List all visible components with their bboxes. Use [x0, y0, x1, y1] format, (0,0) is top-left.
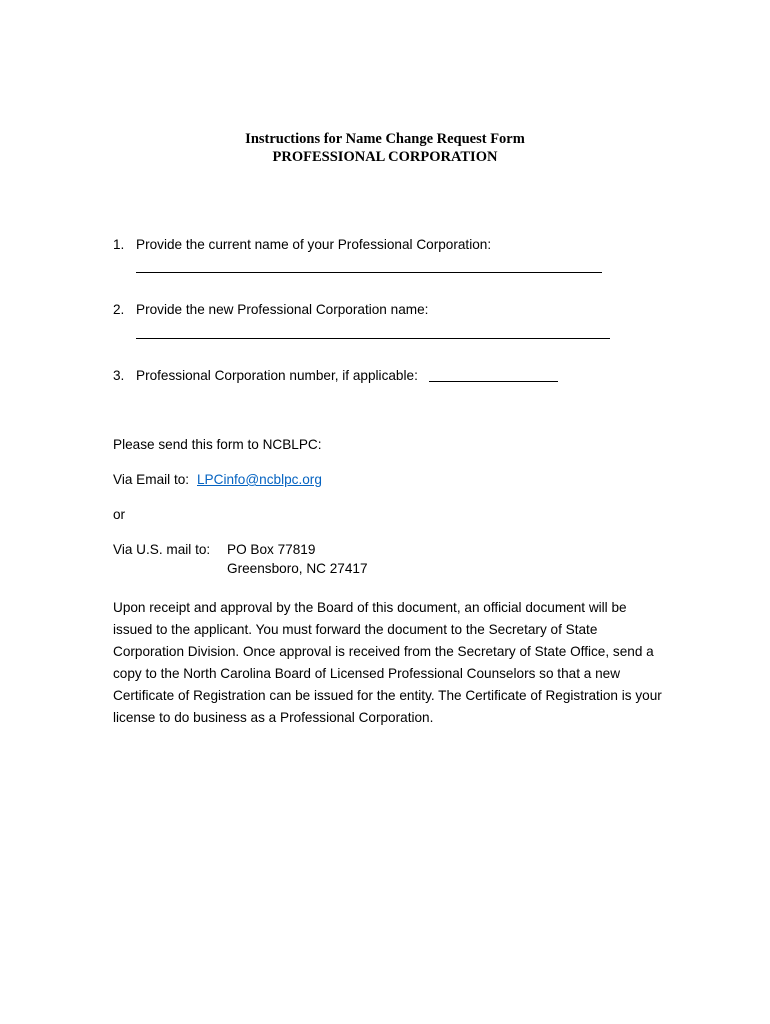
email-label: Via Email to:	[113, 472, 190, 487]
paragraph-line: Corporation Division. Once approval is received from the Secretary of State Office, send a	[113, 644, 654, 659]
paragraph-line: license to do business as a Professional Corporation.	[113, 710, 434, 725]
item-1-number: 1.	[113, 237, 125, 252]
corporation-number-field[interactable]	[429, 381, 558, 382]
mail-label: Via U.S. mail to:	[113, 542, 211, 557]
closing-paragraph	[113, 597, 693, 729]
document-subtitle: PROFESSIONAL CORPORATION	[272, 149, 498, 165]
item-3-number: 3.	[113, 368, 125, 383]
paragraph-line: Upon receipt and approval by the Board of this document, an official document will be	[113, 600, 627, 615]
email-link[interactable]: LPCinfo@ncblpc.org	[197, 472, 322, 487]
or-text: or	[113, 507, 126, 522]
item-2-number: 2.	[113, 302, 125, 317]
item-3-text: Professional Corporation number, if applicable:	[136, 368, 418, 383]
paragraph-line: issued to the applicant. You must forward the document to the Secretary of State	[113, 622, 598, 637]
send-intro: Please send this form to NCBLPC:	[113, 437, 322, 452]
paragraph-line: copy to the North Carolina Board of Licensed Professional Counselors so that a new	[113, 666, 621, 681]
mail-address-line-1: PO Box 77819	[227, 542, 316, 557]
paragraph-line: Certificate of Registration can be issued for the entity. The Certificate of Registration is your	[113, 688, 662, 703]
document-title: Instructions for Name Change Request Form	[245, 131, 525, 147]
item-2-text: Provide the new Professional Corporation name:	[136, 302, 429, 317]
current-name-field[interactable]	[136, 272, 602, 273]
new-name-field[interactable]	[136, 338, 610, 339]
mail-address-line-2: Greensboro, NC 27417	[227, 561, 368, 576]
item-1-text: Provide the current name of your Professional Corporation:	[136, 237, 492, 252]
